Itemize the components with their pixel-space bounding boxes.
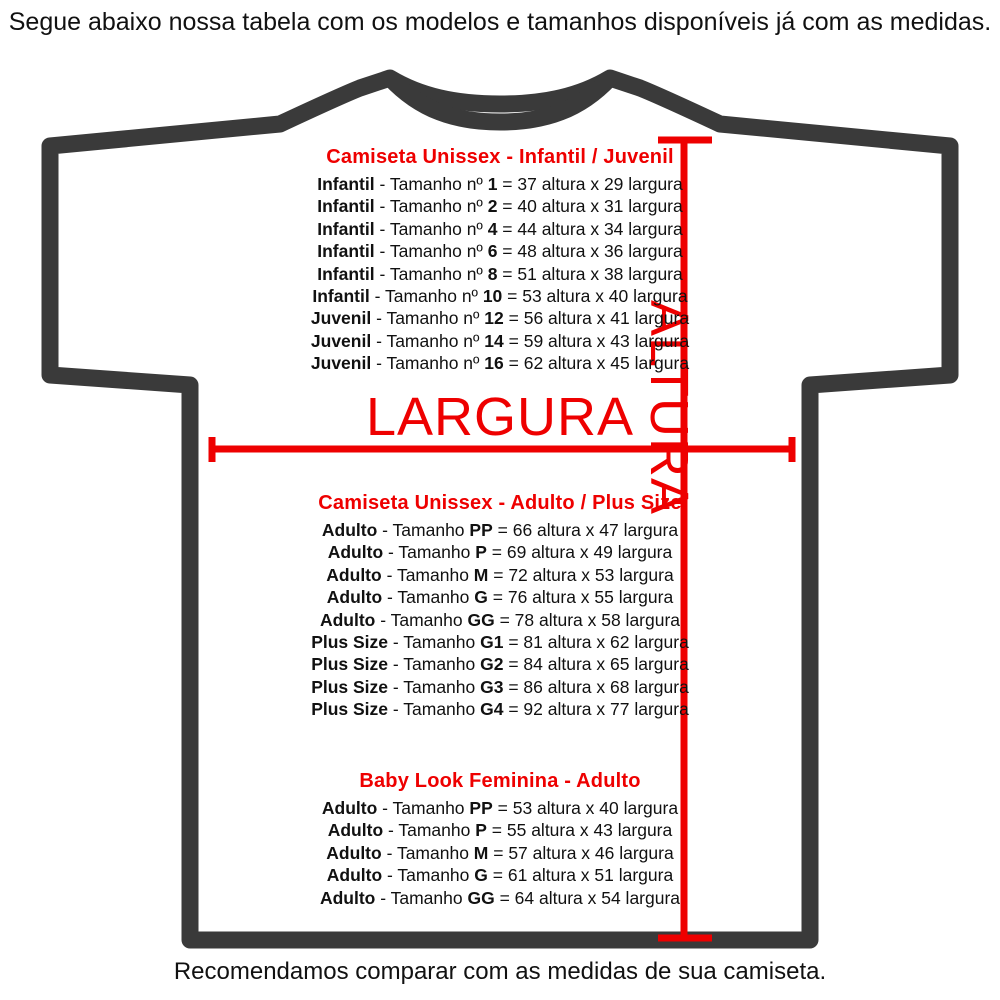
size-row: Infantil - Tamanho nº 8 = 51 altura x 38 largura	[317, 263, 683, 284]
altura-measure-label: ALTURA	[639, 300, 699, 516]
size-row: Infantil - Tamanho nº 4 = 44 altura x 34 largura	[317, 218, 683, 239]
size-row: Juvenil - Tamanho nº 14 = 59 altura x 43 largura	[310, 330, 690, 351]
size-block-adulto-plus-size	[0, 492, 1000, 721]
size-row: Infantil - Tamanho nº 2 = 40 altura x 31 largura	[317, 196, 683, 217]
largura-measure-label: LARGURA	[365, 387, 635, 447]
size-row: Adulto - Tamanho P = 69 altura x 49 largura	[327, 542, 673, 563]
block-title: Camiseta Unissex - Infantil / Juvenil	[326, 146, 674, 168]
size-row: Adulto - Tamanho M = 72 altura x 53 largura	[326, 564, 674, 585]
size-row: Adulto - Tamanho GG = 64 altura x 54 largura	[319, 887, 681, 908]
size-row: Plus Size - Tamanho G1 = 81 altura x 62 largura	[311, 632, 689, 653]
block-title: Baby Look Feminina - Adulto	[359, 770, 641, 792]
size-row: Adulto - Tamanho G = 61 altura x 51 largura	[326, 865, 674, 886]
size-block-baby-look-feminina	[0, 770, 1000, 909]
size-row: Juvenil - Tamanho nº 12 = 56 altura x 41 largura	[310, 308, 690, 329]
size-row: Infantil - Tamanho nº 6 = 48 altura x 36 largura	[317, 241, 683, 262]
size-row: Infantil - Tamanho nº 1 = 37 altura x 29 largura	[317, 174, 683, 194]
size-row: Infantil - Tamanho nº 10 = 53 altura x 40 largura	[312, 286, 688, 307]
size-row: Juvenil - Tamanho nº 16 = 62 altura x 45 largura	[310, 353, 690, 374]
size-row: Adulto - Tamanho M = 57 altura x 46 largura	[326, 842, 674, 863]
block-title: Camiseta Unissex - Adulto / Plus Size	[318, 492, 682, 514]
size-row: Plus Size - Tamanho G2 = 84 altura x 65 largura	[311, 654, 689, 675]
size-row: Adulto - Tamanho P = 55 altura x 43 largura	[327, 820, 673, 841]
size-row: Adulto - Tamanho G = 76 altura x 55 largura	[326, 587, 674, 608]
size-row: Plus Size - Tamanho G4 = 92 altura x 77 largura	[311, 699, 689, 720]
size-row: Plus Size - Tamanho G3 = 86 altura x 68 largura	[311, 676, 689, 697]
size-row: Adulto - Tamanho PP = 53 altura x 40 largura	[321, 798, 679, 818]
size-row: Adulto - Tamanho PP = 66 altura x 47 largura	[321, 520, 679, 540]
size-row: Adulto - Tamanho GG = 78 altura x 58 largura	[319, 609, 681, 630]
header-instruction: Segue abaixo nossa tabela com os modelos e tamanhos disponíveis já com as medidas.	[8, 8, 992, 36]
size-block-infantil-juvenil	[0, 146, 1000, 375]
footer-recommendation: Recomendamos comparar com as medidas de sua camiseta.	[173, 958, 827, 985]
